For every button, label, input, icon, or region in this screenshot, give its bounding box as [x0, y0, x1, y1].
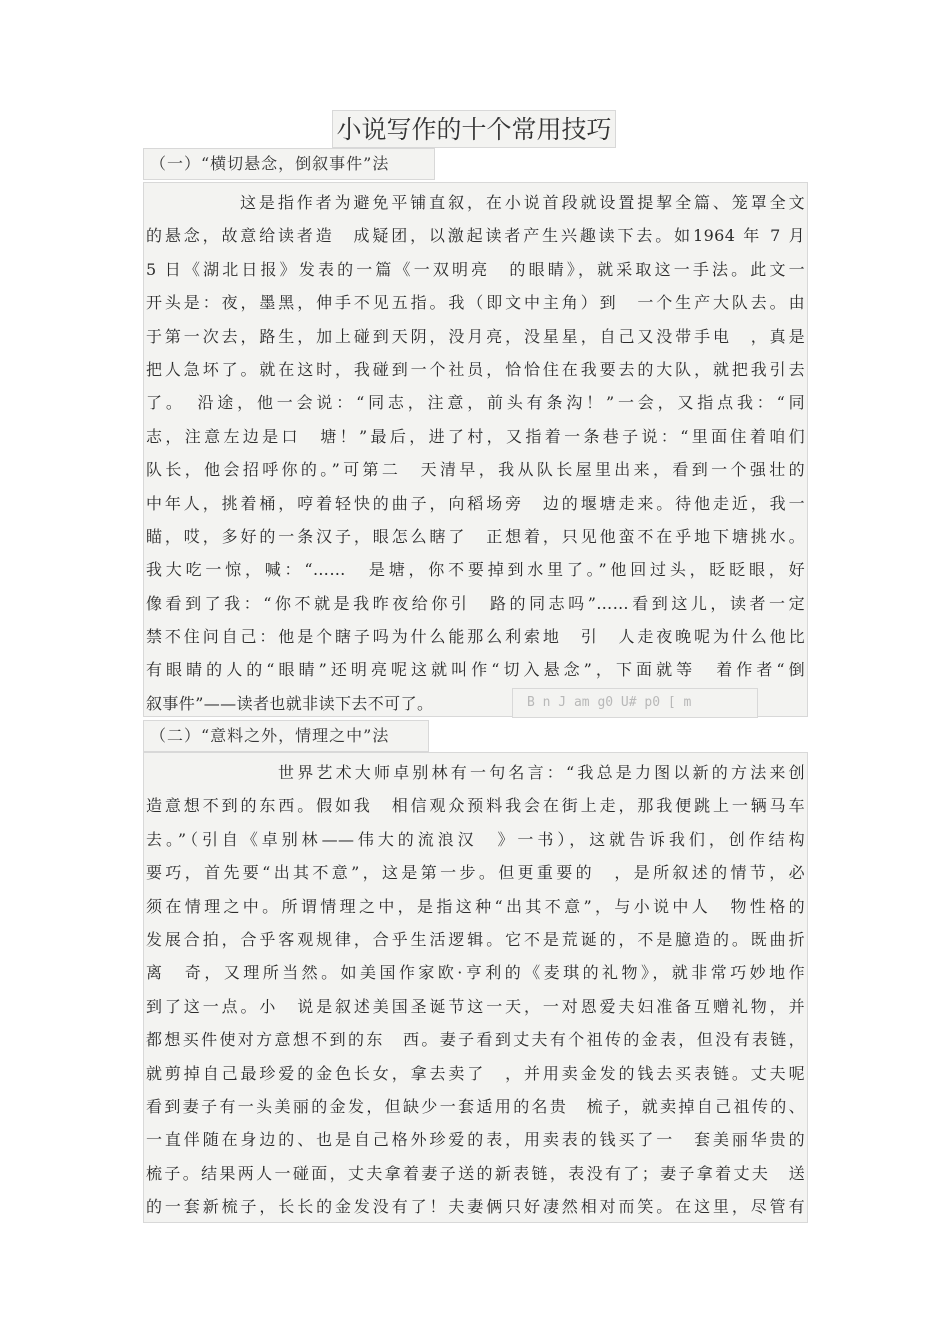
paragraph-line: 禁不住问自己：他是个瞎子吗为什么能那么利索地 引 人走夜晚呢为什么他比 — [146, 627, 805, 647]
paragraph-line: 就剪掉自己最珍爱的金色长女，拿去卖了 ，并用卖金发的钱去买表链。丈夫呢 — [146, 1063, 805, 1083]
section-2-heading: （二）“意料之外，情理之中”法 — [143, 720, 429, 752]
paragraph-line: 于第一次去，路生，加上碰到天阴，没月亮，没星星，自己又没带手电 ，真是 — [146, 326, 805, 346]
paragraph-line: 梳子。结果两人一碰面，丈夫拿着妻子送的新表链，表没有了；妻子拿着丈夫 送 — [146, 1163, 805, 1183]
paragraph-line: 的悬念，故意给读者造 成疑团，以激起读者产生兴趣读下去。如1964 年 7 月 — [146, 226, 805, 246]
paragraph-line: 我大吃一惊，喊：“…… 是塘，你不要掉到水里了。”他回过头，眨眨眼，好 — [146, 560, 805, 580]
section-1-paragraph — [143, 182, 808, 717]
garbled-text-artifact: B n J am g0 U# p0 [ m — [512, 688, 758, 718]
section-2-paragraph — [143, 752, 808, 1223]
paragraph-line: 志，注意左边是口 塘！”最后，进了村，又指着一条巷子说：“里面住着咱们 — [146, 426, 805, 446]
paragraph-line: 队长，他会招呼你的。”可第二 天清早，我从队长屋里出来，看到一个强壮的 — [146, 460, 805, 480]
page-title: 小说写作的十个常用技巧 — [332, 110, 616, 148]
paragraph-line: 把人急坏了。就在这时，我碰到一个社员，恰恰住在我要去的大队，就把我引去 — [146, 359, 805, 379]
section-1-heading: （一）“横切悬念，倒叙事件”法 — [143, 148, 435, 180]
paragraph-line: 到了这一点。小 说是叙述美国圣诞节这一天，一对恩爱夫妇准备互赠礼物，并 — [146, 996, 805, 1016]
paragraph-line: 了。 沿途，他一会说：“同志，注意，前头有条沟！”一会，又指点我：“同 — [146, 393, 805, 413]
paragraph-line: 须在情理之中。所谓情理之中，是指这种“出其不意”，与小说中人 物性格的 — [146, 896, 805, 916]
paragraph-line: 像看到了我：“你不就是我昨夜给你引 路的同志吗”……看到这儿，读者一定 — [146, 593, 805, 613]
paragraph-line: 开头是：夜，墨黑，伸手不见五指。我（即文中主角）到 一个生产大队去。由 — [146, 293, 805, 313]
paragraph-line: 的一套新梳子，长长的金发没有了！夫妻俩只好凄然相对而笑。在这里，尽管有 — [146, 1197, 805, 1217]
paragraph-line: 这是指作者为避免平铺直叙，在小说首段就设置提挈全篇、笼罩全文 — [240, 193, 805, 212]
paragraph-line: 叙事件”——读者也就非读下去不可了。 — [146, 693, 434, 713]
paragraph-line: 要巧，首先要“出其不意”，这是第一步。但更重要的 ，是所叙述的情节，必 — [146, 863, 805, 883]
paragraph-line: 瞄，哎，多好的一条汉子，眼怎么瞎了 正想着，只见他蛮不在乎地下塘挑水。 — [146, 526, 805, 546]
paragraph-line: 发展合拍，合乎客观规律，合乎生活逻辑。它不是荒诞的，不是臆造的。既曲折 — [146, 929, 805, 949]
paragraph-line: 去。”（引自《卓别林——伟大的流浪汉 》一书），这就告诉我们，创作结构 — [146, 829, 805, 849]
paragraph-line: 中年人，挑着桶，哼着轻快的曲子，向稻场旁 边的堰塘走来。待他走近，我一 — [146, 493, 805, 513]
paragraph-line: 看到妻子有一头美丽的金发，但缺少一套适用的名贵 梳子，就卖掉自己祖传的、 — [146, 1096, 805, 1116]
paragraph-line: 都想买件使对方意想不到的东 西。妻子看到丈夫有个祖传的金表，但没有表链， — [146, 1030, 805, 1050]
paragraph-line: 一直伴随在身边的、也是自己格外珍爱的表，用卖表的钱买了一 套美丽华贵的 — [146, 1130, 805, 1150]
paragraph-line: 世界艺术大师卓别林有一句名言：“我总是力图以新的方法来创 — [278, 763, 805, 782]
paragraph-line: 离 奇，又理所当然。如美国作家欧·亨利的《麦琪的礼物》，就非常巧妙地作 — [146, 963, 805, 983]
paragraph-line: 造意想不到的东西。假如我 相信观众预料我会在街上走，那我便跳上一辆马车 — [146, 796, 805, 816]
paragraph-line: 5 日《湖北日报》发表的一篇《一双明亮 的眼睛》，就采取这一手法。此文一 — [146, 259, 805, 279]
paragraph-line: 有眼睛的人的“眼睛”还明亮呢这就叫作“切入悬念”，下面就等 着作者“倒 — [146, 660, 805, 680]
